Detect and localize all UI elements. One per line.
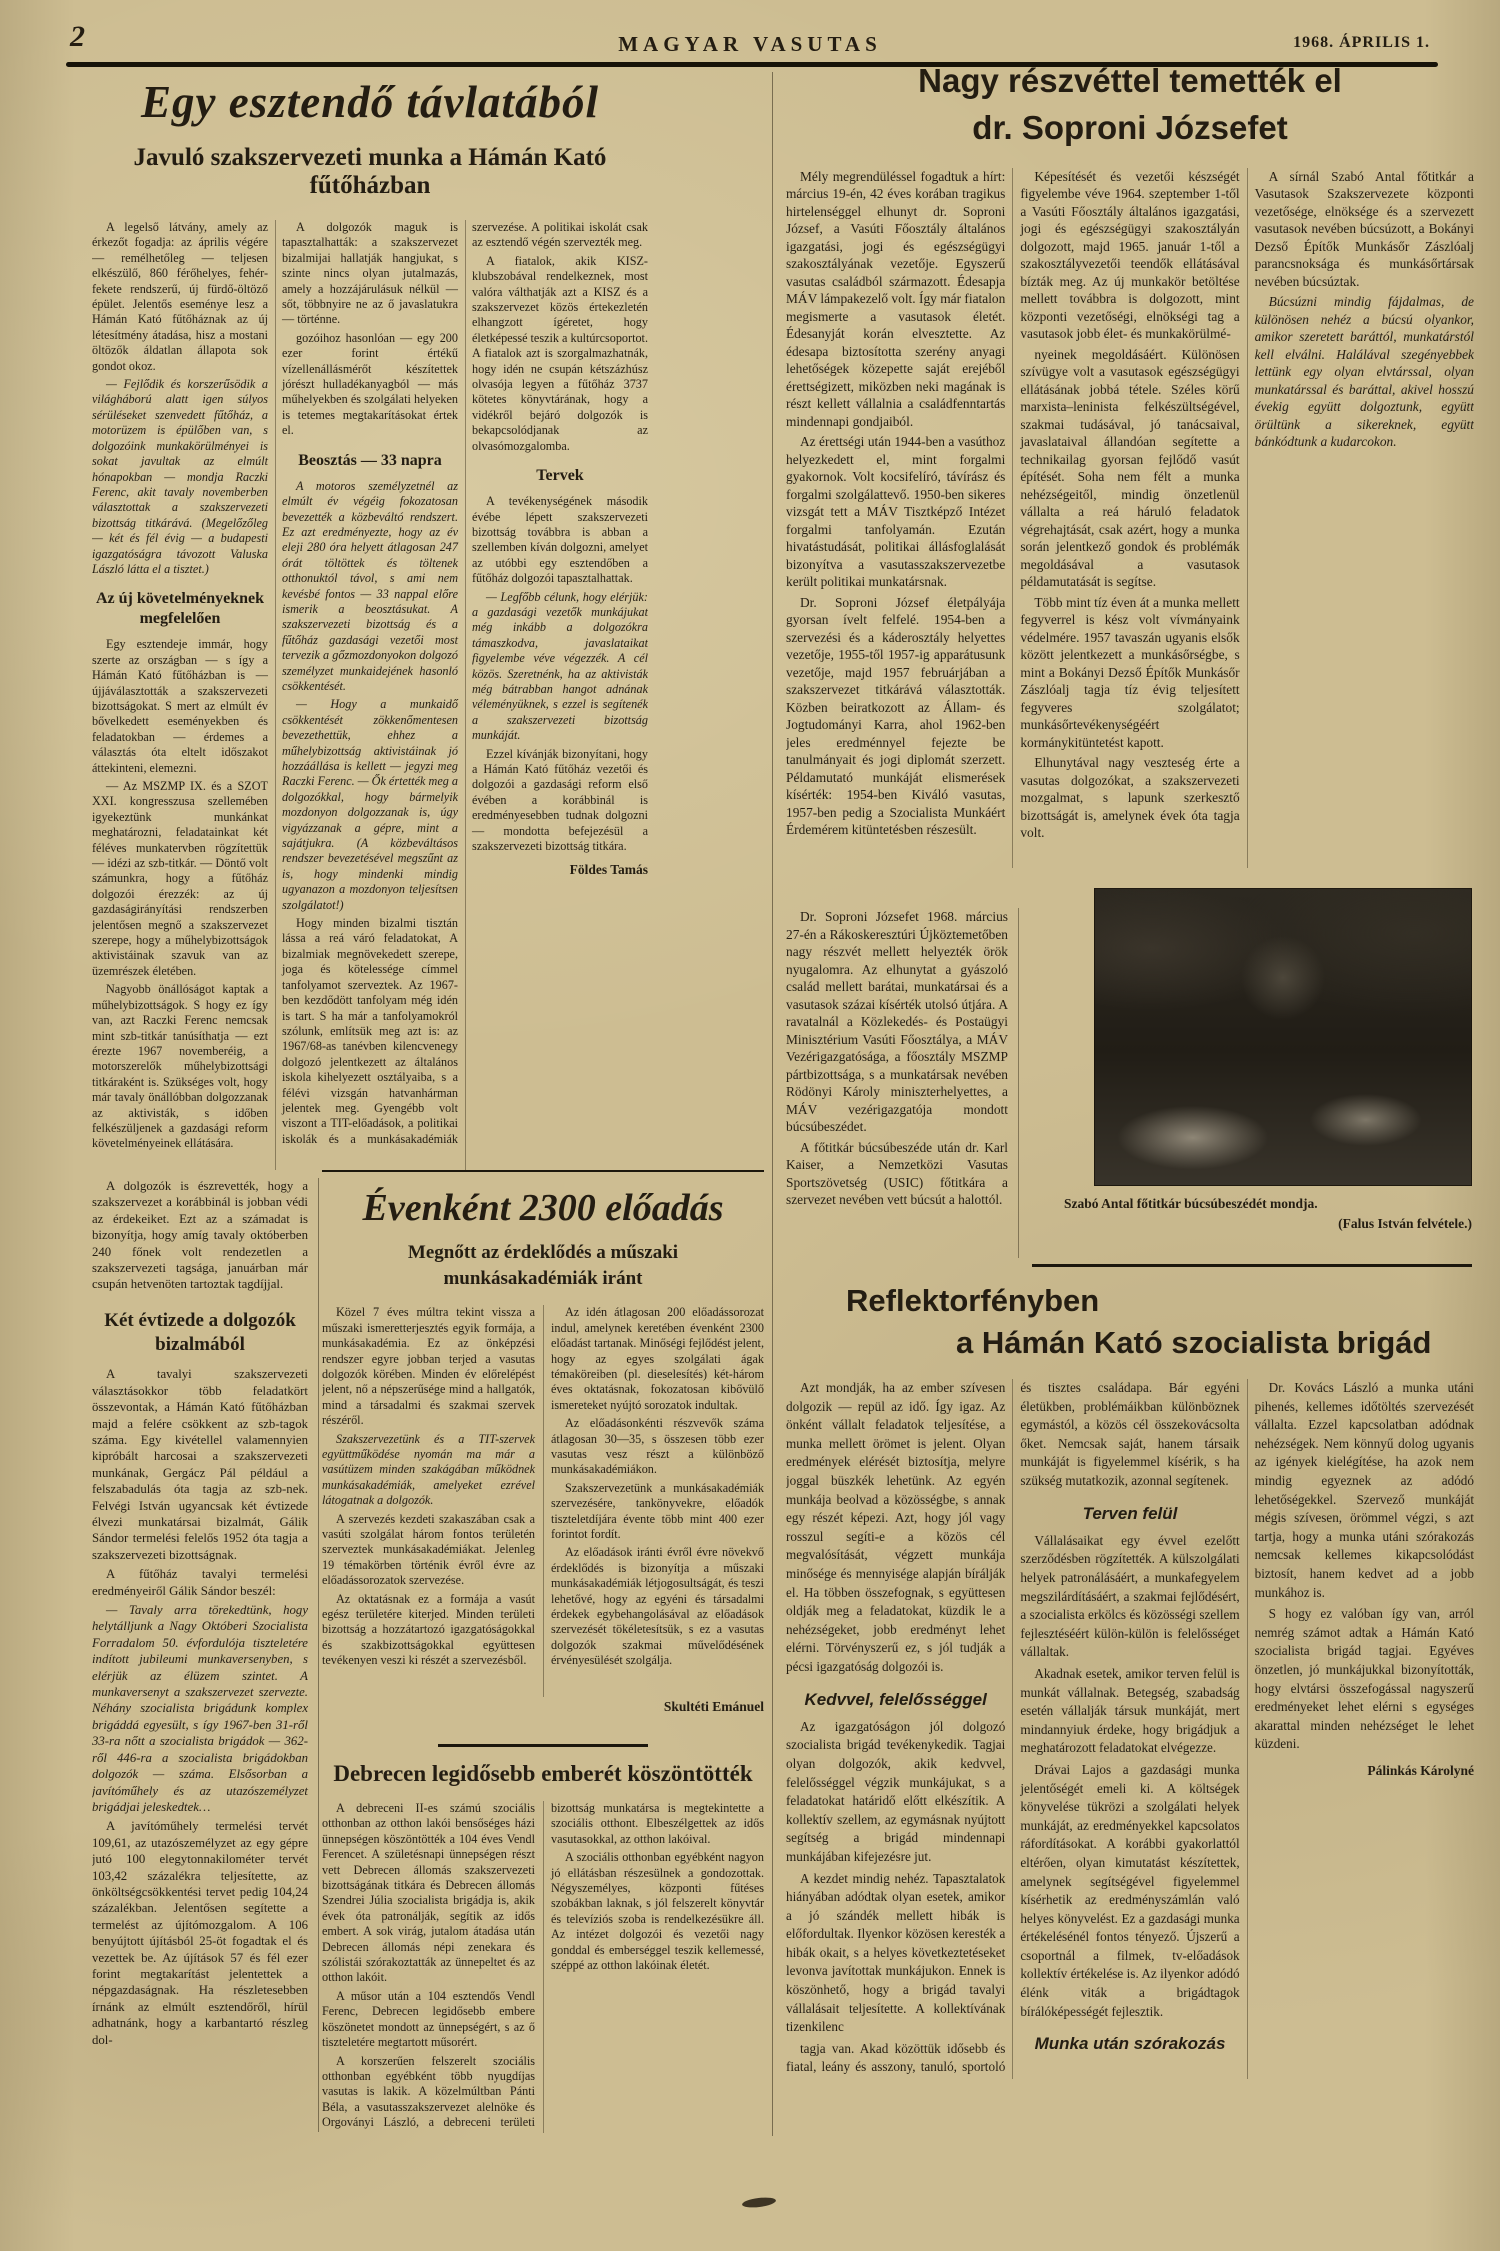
paragraph: A javítóműhely termelési tervét 109,61, az utazószemélyzet az egy gépre jutó 100 elegytonnakilométer tervét 103,42 százalékra teljesítette, az önköltségcsökkentési tervet pedig 104,24 százalékban. Jelentősen segítette a termelést az újítómozgalom. A 106 benyújtott újításból 25-öt fogadtak el és vezettek be. Az újítások 57 és fél ezer forint megtakarítást jelentettek a népgazdaságnak. Ha részletesebben írnánk az elmúlt esztendőről, hírül adhatnánk, hogy a karbantartó részleg dol- xyxy=(92,1819,308,2047)
issue-date: 1968. ÁPRILIS 1. xyxy=(1293,34,1430,51)
paragraph: Képesítését és vezetői készségét figyelembe véve 1964. szeptember 1-től a Vasúti Főosztály általános igazgatási, jogi és egészségügyi szakosztályán dolgozott, majd 1965. január 1-től a szakosztályvezetői teendők ellátásával bízták meg. Az új munkakör betöltése mellett továbbra is dolgozott, mint központi vezetőségi, elnökségi tag a vasutasok jobb élet- és munkakörülmé- xyxy=(1020,168,1240,342)
paragraph: Vállalásaikat egy évvel ezelőtt szerződésben rögzítették. A külszolgálati helyek patronálásáért, a munkafegyelem megszilárdításáért, a szakmai fejlődésért, a szocialista erkölcs és közösségi szellem fejlesztéséért külön-külön is felelősséget vállaltak. xyxy=(1020,1532,1240,1660)
lead-subhead: Javuló szakszervezeti munka a Hámán Kató fűtőházban xyxy=(133,144,607,199)
column-divider-rule xyxy=(772,72,773,2136)
paragraph: A fűtőház tavalyi termelési eredményeiről Gálik Sándor beszél: xyxy=(92,1567,308,1598)
paragraph: Az előadásonkénti részvevők száma átlagosan 30—35, s összesen több ezer vasutas vesz részt a különböző munkásakadémiákon. xyxy=(551,1416,764,1477)
obituary-headline-line1: Nagy részvéttel temették el xyxy=(918,62,1342,99)
obituary-body xyxy=(786,168,1474,868)
article-obituary xyxy=(786,58,1474,868)
brigade-headline-line1: Reflektorfényben xyxy=(846,1283,1100,1318)
section-divider-rule xyxy=(438,1744,648,1747)
paragraph: Az idén átlagosan 200 előadássorozat indul, amelynek keretében évenként 2300 előadást tartanak. Minőségi fejlődést jelent, hogy az egyes szolgálati ágak témaköreiben (pl. dieselesítés) két-három éves oktatásnak, fokozatosan kibővülő ismereteket nyújtó sorozatok indultak. xyxy=(551,1305,764,1412)
paragraph: Szakszervezetünk és a TIT-szervek együttműködése nyomán ma már a vasútüzem minden szakágában működnek munkásakadémiák, amelyeket ezrével látogatnak a dolgozók. xyxy=(322,1431,535,1508)
paragraph: A dolgozók is észrevették, hogy a szakszervezet a korábbinál is jobban védi az érdekeiket. Ezt az a számadat is bizonyítja, hogy amíg tavaly októberben 240 főnek volt rendezetlen a szakszervezeti tagsága, januárban már csupán hetvenöten tartoztak tagdíjjal. xyxy=(92,1179,308,1292)
article-debrecen xyxy=(322,1744,764,2133)
paragraph: Az igazgatóságon jól dolgozó szocialista brigád tevékenykedik. Tagjai olyan dolgozók, akik kedvvel, felelősséggel végzik munkájukat, s a feladatokat határidő előtt elkészítik. A kollektív szellem, az egymásnak nyújtott segítség a brigád mindennapi munkájában kifejezésre jut. xyxy=(786,1718,1006,1864)
section-heading: Beosztás — 33 napra xyxy=(298,451,442,469)
paragraph: Azt mondják, ha az ember szívesen dolgozik — repül az idő. Így igaz. Az önként vállalt feladatok teljesítése, a munka mellett örömet is jelent. Olyan eredmények elérését biztosítja, melyre joggal büszkék lehetünk. Az egyén munkája beolvad a közösségbe, s annak egy részét képezi. Azt, hogy jól vagy rosszul segíti-e a közös cél megvalósítását, végzett munkája minősége és mennyisége alapján bírálják el. Ha többen összefognak, s együttesen oldják meg a feladatokat, küzdik le a nehézségeket, jobb eredményt lehet elérni. Törvényszerű ez, s jól tudják a pécsi igazgatóság dolgozói is. xyxy=(786,1380,1006,1674)
funeral-photo xyxy=(1094,888,1472,1186)
photo-caption-block xyxy=(1064,1194,1472,1235)
byline: Földes Tamás xyxy=(569,862,648,878)
section-heading: Tervek xyxy=(536,467,584,485)
lectures-byline: Skultéti Emánuel xyxy=(663,1699,764,1715)
photo-caption: Szabó Antal főtitkár búcsúbeszédét mondja. xyxy=(1064,1196,1318,1211)
paragraph: Közel 7 éves múltra tekint vissza a műszaki ismeretterjesztés egyik formája, a munkásakadémia. Ez az önképzési rendszer egyre jobban terjed a vasutas dolgozók körében. Minden év előrelépést jelent, nő a népszerűsége mind a hallgatók, mind a társadalmi és szakmai szervek részéről. xyxy=(322,1305,535,1428)
lead-headline: Egy esztendő távlatából xyxy=(141,77,599,127)
paragraph: Dr. Soproni József életpályája gyorsan ívelt felfelé. 1954-ben a szervezési és a káderosztály helyettes vezetője, 1955-től 1957-ig apparátusunk vezetője, majd 1957 februárjában a szakszervezet titkárává választották. Közben beiratkozott az Állam- és Jogtudományi Karra, ahol 1962-ben jeles eredménnyel fejezte be tanulmányait és jogi diplomát szerzett. Példamutató munkáját elismerések kísérték: 1954-ben Kiváló vasutas, 1957-ben pedig a Szocialista Munkáért Érdemérem kitüntetésben részesült. xyxy=(786,594,1006,838)
paragraph: Egy esztendeje immár, hogy szerte az országban — s így a Hámán Kató fűtőházban is — újjáválasztották a szakszervezeti bizottságokat. S mert az elmúlt év bővelkedett eseményekben és feladatokban — érdemes a választás óta eltelt időszakot áttekinteni, elemezni. xyxy=(92,637,268,775)
article-brigade xyxy=(786,1264,1474,2079)
lectures-headline: Évenként 2300 előadás xyxy=(362,1187,724,1229)
paragraph: Elhunytával nagy veszteség érte a vasutas dolgozókat, a szakszervezeti mozgalmat, s lapunk szerkesztő bizottságát is, amelynek évek óta tagja volt. xyxy=(1020,755,1240,841)
paragraph: Az előadások iránti évről évre növekvő érdeklődés is bizonyítja a műszaki munkásakadémiák létjogosultságát, és teszi lehetővé, hogy az egyéni és társadalmi érdekek egybehangolásával az előadások szervezését tökéletesítsük, s ez a vasutas dolgozók szakmai művelődésének érvényesülését szolgálja. xyxy=(551,1545,764,1668)
paragraph: Nagyobb önállóságot kaptak a műhelybizottságok. S hogy ez így van, azt Raczki Ferenc nemcsak mint szb-titkár tanúsíthatja — ezt érezte 1967 novemberéig, a motorszerelők műhelybizottsági titkáraként is. Szükséges volt, hogy már tavaly önállóbban dolgozzanak az aktivisták, s időben felkészüljenek a gazdasági reform követelményeinek ellátására. xyxy=(92,982,268,1151)
section-heading: Terven felül xyxy=(1082,1503,1178,1523)
masthead-title: MAGYAR VASUTAS xyxy=(618,32,882,56)
paragraph: A kezdet mindig nehéz. Tapasztalatok hiányában adódtak olyan esetek, amikor a jó szándék mellett hibák is előfordultak. Ilyenkor közösen keresték a hibák okait, s a helyes következtetéseket levonva javítottak munkájukon. Ennek is köszönhető, hogy a brigád tavalyi vállalásait teljesítette. A kollektívának tizenkilenc xyxy=(786,1870,1006,2035)
page-number: 2 xyxy=(70,20,85,53)
section-divider-rule xyxy=(1032,1264,1472,1267)
section-heading: Munka után szórakozás xyxy=(1034,2034,1226,2054)
paragraph: gozóihoz hasonlóan — egy 200 ezer forint értékű vízellenállásmérőt készítettek jórészt hulladékanyagból — más műhelyekben és szolgálati helyeken is tetemes megtakarításokat értek el. xyxy=(282,330,458,438)
section-heading: Kedvvel, felelősséggel xyxy=(804,1689,987,1709)
paragraph: — Fejlődik és korszerűsödik a világháború alatt igen súlyos sérüléseket szenvedett fűtőház, a motorüzem is épülőben van, s dolgozóink munkakörülményei is sokat javultak az elmúlt hónapokban — mondja Raczki Ferenc, akit tavaly novemberben választottak a szakszervezeti bizottság titkárává. (Megelőzőleg — két és fél évig — a budapesti igazgatóságra távozott Valuska László látta el a tisztet.) xyxy=(92,377,268,576)
brigade-body xyxy=(786,1379,1474,2079)
paragraph: A fiatalok, akik KISZ-klubszobával rendelkeznek, most valóra válthatják azt a KISZ és a szakszervezet közös értekezletén elhangzott ígéretet, hogy életképessé teszik a kultúrcsoportot. A fiatalok azt is szorgalmazhatnák, hogy idén ne csupán kétszázhúsz olvasója legyen a fűtőház 3737 kötetes könyvtárának, hogy a vidékről bejáró dolgozók is bekapcsolódjanak az olvasómozgalomba. xyxy=(472,253,648,453)
paragraph: Hogy minden bizalmi tisztán lássa a reá váró feladatokat, A bizalmiak megnövekedett szerepe, joga és kötelessége címmel tanfolyamot szerveztek. Az 1967-ben kezdődött tanfolyam még idén is tart. S ha már a tanfolyamokról szólunk, említsük meg azt is: az 1967/68-as tanévben kilencvenegy dolgozó jelentkezett az általános iskola kihelyezett osztályaiba, s a félévi vizsgán hatvanhárman jelentek meg. Gyengébb volt viszont a TIT-előadások, a politikai iskolák és a munkásakadémiák szervezése. A politikai iskolát csak az esztendő végén szervezték meg. xyxy=(282,220,648,1146)
paragraph: Ezzel kívánják bizonyítani, hogy a Hámán Kató fűtőház vezetői és dolgozói a gazdasági reform első évében a korábbinál is eredményesebben tudnak dolgozni — mondotta befejezésül a szakszervezeti bizottság titkára. xyxy=(472,746,648,854)
paragraph: Szakszervezetünk a munkásakadémiák szervezésére, tankönyvekre, előadók tiszteletdíjára évente több mint 400 ezer forintot fordít. xyxy=(551,1480,764,1541)
paragraph: — Hogy a munkaidő csökkentését zökkenőmentesen bevezethettük, ehhez a műhelybizottság aktivistáinak jó hozzáállása is kellett — jegyzi meg Raczki Ferenc. — Ők értették meg a dolgozókkal, hogy bármelyik mozdonyon dolgozzanak is, úgy vigyázzanak a gépre, mint a sajátjukra. (A közbeváltásos rendszer bevezetésével megszűnt az is, hogy mindenki mindig ugyanazon a mozdonyon teljesítsen szolgálatot!) xyxy=(282,697,458,912)
article-lead-continuation xyxy=(92,1178,319,2132)
paragraph: Drávai Lajos a gazdasági munka jelentőségét emeli ki. A költségek könyvelése tükrözi a szolgálati helyek munkáját, az eredményekkel kapcsolatos ráfordításokat. A korábbi gyakorlattól eltérően, olyan kimutatást készítettek, amelynek segítségével figyelemmel kísérhetik az eredményszámlán való helyes könyvelést. Ez a gazdasági munka értékelésénél fontos tényező. Újszerű a csoportnál a filmek, tv-előadások kollektív értékelése is. Az ilyenkor adódó élénk viták a brigádtagok bírálóképességét fejlesztik. xyxy=(1020,1761,1240,2019)
paragraph: A szervezés kezdeti szakaszában csak a vasúti szolgálat három fontos területén szerveztek munkásakadémiákat. Jelenleg 19 témakörben történik évről évre az előadássorozatok szervezése. xyxy=(322,1511,535,1588)
article-obituary-continuation xyxy=(786,908,1019,1258)
section-heading: Az új követelményeknek megfelelően xyxy=(96,590,264,628)
paragraph: A főtitkár búcsúbeszéde után dr. Karl Kaiser, a Nemzetközi Vasutas Sportszövetség (USIC) főtitkára a szervezet nevében vett búcsút a halottól. xyxy=(786,1139,1008,1207)
paragraph: — Legfőbb célunk, hogy elérjük: a gazdasági vezetők munkájukat még inkább a dolgozókra támaszkodva, javaslataikat figyelembe véve végezzék. A cél közös. Szeretnénk, ha az aktivisták még bátrabban hangot adnának véleményüknek, s ezzel is segítenék a szakszervezeti bizottság munkáját. xyxy=(472,589,648,743)
ink-smudge xyxy=(742,2196,777,2209)
photo-credit: (Falus István felvétele.) xyxy=(1338,1216,1472,1232)
obituary-headline-line2: dr. Soproni Józsefet xyxy=(972,108,1288,146)
paragraph: Több mint tíz éven át a munka mellett fegyverrel is kész volt vívmányaink védelmére. 1957 tavaszán ugyanis elsők között jelentkezett a munkásőrségbe, s mint a Bokányi Dezső Építők Munkásőr Zászlóalj tagja tíz évig teljesített fegyveres szolgálatot; munkásőrtevékenységéért kormánykitüntetést kapott. xyxy=(1020,594,1240,750)
paragraph: nyeinek megoldásáért. Különösen szívügye volt a vasutasok egészségügyi ellátásának jobbá tétele. Széles körű marxista–leninista felkészültségével, szakmai tudásával, jó tanácsaival, javaslataival állandóan segítette a technikailag gyorsan fejlődő vasút építését. Soha nem félt a munka nehézségeitől, mindig önzetlenül vállalta a reá háruló feladatok végrehajtását, csak azért, hogy a munka során jelentkező gondok és problémák megoldásával a vasutasok példamutatását is segítse. xyxy=(1020,346,1240,590)
paragraph: A műsor után a 104 esztendős Vendl Ferenc, Debrecen legidősebb embere köszönetet mondott az ünnepségért, s az ő tiszteletére megtartott műsorért. xyxy=(322,1988,535,2050)
paragraph: tagja van. Akad közöttük idősebb és fiatal, leány és asszony, tanuló, sportoló és tisztes családapa. Bár egyéni életükben, problémáikban különböznek egymástól, a közös cél összekovácsolta őket. Nemcsak saját, hanem társaik munkáját is figyelemmel kísérik, s ha szükség mutatkozik, azonnal segítenek. xyxy=(786,1380,1240,2075)
byline: Pálinkás Károlyné xyxy=(1367,1762,1474,1778)
paragraph: A sírnál Szabó Antal főtitkár a Vasutasok Szakszervezete központi vezetősége, elnöksége és a szervezett vasutasok nevében búcsúzott, a Bokányi Dezső Építők Munkásőr Zászlóalj parancsnoksága és munkásőrtársak nevében búcsúztak. xyxy=(1254,168,1474,289)
paragraph: Dr. Soproni Józsefet 1968. március 27-én a Rákoskeresztúri Újköztemetőben nagy részvét mellett helyezték örök nyugalomra. Az elhunytat a gyászoló család mellett barátai, munkatársai és a vasutasok százai kísérték utolsó útjára. A ravatalnál a Közlekedés- és Postaügyi Minisztérium Vasúti Főosztálya, a MÁV Vezérigazgatósága, a főosztály MSZMP pártbizottsága, s a munkatársak nevében Rödönyi Károly miniszterhelyettes, a MÁV vezérigazgatója mondott búcsúbeszédet. xyxy=(786,909,1008,1134)
paragraph: Mély megrendüléssel fogadtuk a hírt: március 19-én, 42 éves korában tragikus hirtelenséggel elhunyt dr. Soproni József, a Vasúti Főosztály általános igazgatási, jogi és egészségügyi szakosztályának vezetője. Egyszerű vasutas családból származott. Édesapja MÁV lámpakezelő volt. Így már fiatalon megismerte a vasutasok életét. Édesanyját korán elvesztette. Az édesapa biztosította szerény anyagi lehetőségek közepette saját erejéből érettségizett, miközben neki magának is részt kellett vállalnia a családfenntartás mindennapi gondjaiból. xyxy=(786,168,1006,429)
paragraph: Dr. Kovács László a munka utáni pihenés, kellemes időtöltés szervezését vállalta. Ezzel kapcsolatban adódnak nehézségek. Nem könnyű dolog ugyanis az igények kielégítése, ha azok nem mindig egyeznek az adódó lehetőségekkel. Szervező munkáját mégis szívesen, örömmel végzi, s azt tartja, hogy a munka utáni szórakozás nemcsak kellemes kikapcsolódást biztosít, hanem kedvet ad a jobb munkához is. xyxy=(1254,1380,1474,1600)
lectures-body xyxy=(322,1305,764,1697)
paragraph: S hogy ez valóban így van, arról nemrég számot adtak a Hámán Kató szocialista brigád tagjai. Egyéves önzetlen, jó munkájukkal bizonyították, hogy elvtársi összefogással nagyszerű eredményeket lehet elérni s egységes akarattal minden nehézséget le lehet küzdeni. xyxy=(1254,1606,1474,1752)
paragraph: — Tavaly arra törekedtünk, hogy helytálljunk a Nagy Októberi Szocialista Forradalom 50. évfordulója tiszteletére indított jubileumi munkaversenyben, s elérjük az élüzem szintet. A munkaversenyt a szakszervezet szervezte. Néhány szocialista brigádunk komplex brigáddá egyesült, s így 1967-ben 31-ről 33-ra nőtt a szocialista brigádok — 362-ről 446-ra a szocialista brigádokban dolgozók — száma. Elsősorban a javítóműhely és az utazószemélyzet brigádjai jeleskedtek… xyxy=(92,1603,308,1814)
paragraph: A korszerűen felszerelt szociális otthonban egyébként több nyugdíjas vasutas is lakik. A közelmúltban Pánti Béla, a vasutasszakszervezet alelnöke és Orgoványi László, a debreceni területi bizottság munkatársa is megtekintette a szociális otthont. Elbeszélgettek az idős vasutasokkal, az otthon lakóival. xyxy=(322,1801,764,2130)
paragraph: A debreceni II-es számú szociális otthonban az otthon lakói bensőséges házi ünnepségen köszöntötték a 104 éves Vendl Ferencet. A születésnapi ünnepségen részt vett Debrecen állomás szakszervezeti bizottságának titkára és Debrecen állomás Szendrei Júlia szocialista brigádja is, akik évek óta patronálják, segítik az idős embert. A sok virág, jutalom átadása után Debrecen állomás népi zenekara és szólistái szórakoztatták az ünnepeltet és az otthon lakóit. xyxy=(322,1801,535,1985)
debrecen-body xyxy=(322,1801,764,2133)
paragraph: A tavalyi szakszervezeti választásokkor több feladatkört összevontak, a Hámán Kató fűtőházban majd a felére csökkent az szb-tagok száma. Egy kivétellel valamennyien kipróbált harcosai a szakszervezeti munkának, Gergácz Pál például a felszabadulás óta tagja az szb-nek. Felvégi István ugyancsak két évtizede élvezi munkatársai bizalmát, Gálik Sándor termelési felelős 1952 óta tagja a szakszervezeti bizottságnak. xyxy=(92,1367,308,1562)
paragraph: Akadnak esetek, amikor terven felül is munkát vállalnak. Betegség, szabadság esetén vállalják társuk munkáját, mert mindannyiuk érdeke, hogy brigádjuk a meghatározott feladatokat elvégezze. xyxy=(1020,1665,1240,1756)
article-lead xyxy=(92,76,648,1170)
obituary-headline xyxy=(786,58,1474,152)
article-lectures xyxy=(322,1170,764,1715)
paragraph: Az érettségi után 1944-ben a vasúthoz helyezkedett el, mint forgalmi gyakornok. Volt kocsifelíró, távírász és forgalmi szolgálattevő. 1950-ben sikeres vizsgát tett a MÁV Tisztképző Intézet forgalmi tanfolyamán. Ezután hivatástudását, politikai állásfoglalását bizonyítva a vasutasszakszervezetbe került politikai munkatársnak. xyxy=(786,434,1006,590)
lead-body xyxy=(92,220,648,1170)
paragraph: Az oktatásnak ez a formája a vasút egész területére kiterjed. Minden területi bizottság a hozzátartozó igazgatóságokkal és szakbizottságokkal együttesen tevékenyen veszi ki részét a szervezésből. xyxy=(322,1591,535,1668)
paragraph: — Az MSZMP IX. és a SZOT XXI. kongresszusa szellemében igyekeztünk munkánkat meghatározni, feladatainkat két féléves munkatervben rögzítettük — idézi az szb-titkár. — Döntő volt számunkra, hogy a fűtőház dolgozói érezzék: az új gazdaságirányítási rendszerben jelentősen megnő a szakszervezet szerepe, hogy a műhelybizottságok aktivistáinak szavuk van az üzemrészek életében. xyxy=(92,779,268,978)
paragraph: A tevékenységének második évébe lépett szakszervezeti bizottság továbbra is abban a szellemben kíván dolgozni, amelyet az utóbbi egy esztendőben a fűtőház dolgozói tapasztalhattak. xyxy=(472,494,648,586)
paragraph: Búcsúzni mindig fájdalmas, de különösen nehéz a búcsú olyankor, amikor szeretett baráttól, munkatárstól kell elválni. Halálával szegényebbek lettünk egy olyan elvtárssal, olyan munkatárssal és baráttal, akivel hosszú évekig együtt dolgoztunk, együtt örültünk a sikereknek, együtt bánkódtunk a kudarcokon. xyxy=(1254,294,1474,450)
paragraph: A dolgozók maguk is tapasztalhatták: a szakszervezet bizalmijai hallatják hangjukat, s szinte nincs olyan jutalmazás, amely a hozzájárulásuk nélkül — sőt, többnyire ne az ő javaslatukra — történne. xyxy=(282,220,458,327)
brigade-headline-line2: a Hámán Kató szocialista brigád xyxy=(956,1325,1432,1360)
section-heading: Két évtizede a dolgozók bizalmából xyxy=(104,1309,296,1355)
paragraph: A motoros személyzetnél az elmúlt év végéig fokozatosan bevezették a közbeváltó rendszert. Ez azt eredményezte, hogy az év eleji 280 óra helyett átlagosan 247 órát töltöttek és töltenek otthonuktól távol, s ami nem kevésbé fontos — 33 nappal előre ismerik a beosztásukat. A szakszervezeti bizottság és a fűtőház gazdasági vezetői most tervezik a gőzmozdonyokon dolgozó személyzet munkaidejének hasonló csökkentését. xyxy=(282,478,458,693)
paragraph: A legelső látvány, amely az érkezőt fogadja: az április végére — remélhetőleg — teljesen elkészülő, 860 férőhelyes, fehér-fekete rendszerű, új fürdő-öltöző épület. Jelentős eseménye lesz a Hámán Kató fűtőháznak az új létesítmény átadása, hisz a mostani öltözők áldatlan állapota sok gondot okoz. xyxy=(92,220,268,373)
paragraph: A szociális otthonban egyébként nagyon jó ellátásban részesülnek a gondozottak. Négyszemélyes, központi fűtéses szobákban laknak, s jól felszerelt könyvtár és televíziós szoba is rendelkezésükre áll. Az intézet dolgozói és vezetői nagy gonddal és emberséggel teszik kellemessé, széppé az otthon lakóinak életét. xyxy=(551,1850,764,1973)
debrecen-headline: Debrecen legidősebb emberét köszöntötték xyxy=(333,1761,753,1786)
lectures-subhead: Megnőtt az érdeklődés a műszaki munkásakadémiák iránt xyxy=(407,1242,679,1289)
